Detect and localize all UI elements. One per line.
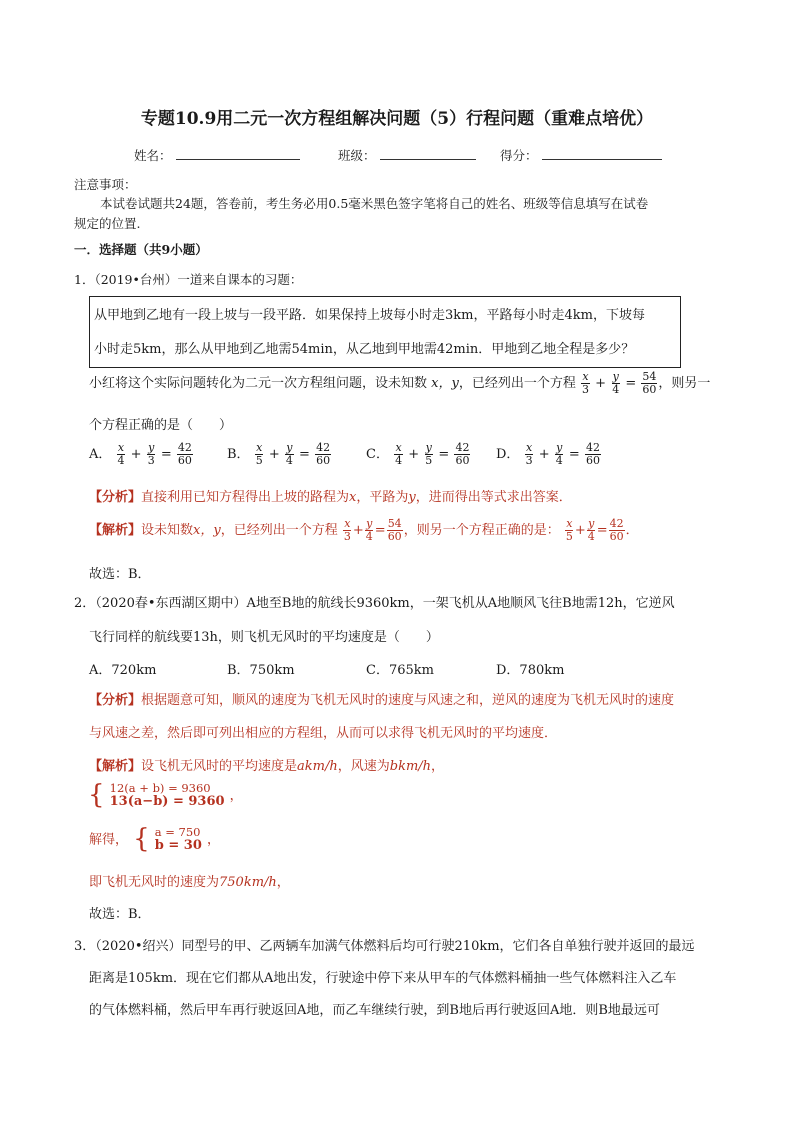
solve-label: 解得， (89, 832, 129, 848)
frac-54-60: $\frac{54}{60}$ (642, 370, 657, 396)
q1-stem-line-2: 个方程正确的是（ ） (89, 418, 233, 433)
q2-sol-b: b = 30 (154, 838, 202, 853)
notice-heading: 注意事项： (74, 177, 137, 192)
solution-tag: 【解析】 (89, 523, 142, 538)
name-field-row (134, 146, 300, 164)
q1-stem-text-b: ，已经列出一个方程 (458, 376, 576, 391)
q3-line-1: 3．（2020•绍兴）同型号的甲、乙两辆车加满气体燃料后均可行驶210km，它们各自单独行驶并返回的最远 (74, 939, 695, 954)
score-blank[interactable] (542, 146, 662, 160)
q3-line-3: 的气体燃料桶，然后甲车再行驶返回A地，而乙车继续行驶，到B地后再行驶返回A地．则B地最远可 (89, 1003, 660, 1018)
q1-source: 1．（2019•台州）一道来自课本的习题： (74, 272, 303, 287)
q2-stem-line-2: 飞行同样的航线要13h，则飞机无风时的平均速度是（ ） (89, 630, 439, 645)
q1-box-line-1: 从甲地到乙地有一段上坡与一段平路．如果保持上坡每小时走3km，平路每小时走4km，下坡每 (94, 308, 645, 323)
q1-stem-vars: x，y (431, 376, 459, 391)
class-label: 班级： (338, 148, 376, 163)
q2-solution: 【解析】设飞机无风时的平均速度是akm/h，风速为bkm/h， (89, 759, 445, 774)
q2-solved-values: 解得， { a = 750 b = 30 ， (89, 824, 220, 854)
score-field-row (500, 146, 662, 164)
q2-eq-1: 12(a + b) = 9360 (109, 781, 211, 795)
q2-eq-2: 13(a−b) = 9360 (109, 794, 225, 809)
left-brace-icon: { (133, 824, 150, 854)
section-heading: 一．选择题（共9小题） (74, 242, 208, 257)
plus-sign: + (595, 376, 607, 391)
left-brace-icon: { (88, 780, 105, 810)
notice-line-1: 本试卷试题共24题，答卷前，考生务必用0.5毫米黑色签字笔将自己的姓名、班级等信息填写在试卷 (100, 196, 649, 211)
q2-option-c[interactable]: C．765km (366, 663, 434, 678)
score-label: 得分： (500, 148, 538, 163)
q1-stem-line-1 (89, 371, 710, 396)
class-blank[interactable] (380, 146, 476, 160)
q2-option-b[interactable]: B．750km (227, 663, 295, 678)
class-field-row (338, 146, 476, 164)
equals-sign: = (625, 376, 637, 391)
q1-option-c[interactable]: C． $\frac{x}{4}$ + $\frac{y}{5}$ = $\frac{42}{60}$ (366, 441, 470, 467)
q2-option-a[interactable]: A．720km (89, 663, 157, 678)
q2-analysis-line-1: 【分析】根据题意可知，顺风的速度为飞机无风时的速度与风速之和，逆风的速度为飞机无风时的速度 (89, 693, 675, 708)
name-label: 姓名： (134, 148, 172, 163)
q2-stem-line-1: 2．（2020春•东西湖区期中）A地至B地的航线长9360km，一架飞机从A地顺风飞往B地需12h，它逆风 (74, 596, 675, 611)
q2-analysis-line-2: 与风速之差，然后即可列出相应的方程组，从而可以求得飞机无风时的平均速度． (89, 726, 558, 741)
frac-x-3: $\frac{x}{3}$ (582, 370, 589, 396)
q2-sol-a: a = 750 (154, 825, 201, 839)
analysis-tag: 【分析】 (89, 490, 142, 505)
notice-line-2: 规定的位置. (74, 216, 141, 231)
q1-analysis: 【分析】直接利用已知方程得出上坡的路程为x，平路为y，进而得出等式求出答案． (89, 490, 572, 505)
q1-option-d[interactable]: D． $\frac{x}{3}$ + $\frac{y}{4}$ = $\frac{42}{60}$ (496, 441, 600, 467)
q2-answer: 故选：B． (89, 907, 151, 922)
q2-equation-system: { 12(a + b) = 9360 13(a−b) = 9360 ， (88, 780, 243, 810)
q3-line-2: 距离是105km．现在它们都从A地出发，行驶途中停下来从甲车的气体燃料桶抽一些气体燃料注入乙车 (89, 971, 677, 986)
frac-y-4: $\frac{y}{4}$ (612, 370, 620, 396)
q1-option-a[interactable]: A． $\frac{x}{4}$ + $\frac{y}{3}$ = $\frac{42}{60}$ (89, 441, 192, 467)
q1-stem-text: 小红将这个实际问题转化为二元一次方程组问题，设未知数 (89, 376, 428, 391)
q1-box-line-2: 小时走5km，那么从甲地到乙地需54min，从乙地到甲地需42min．甲地到乙地全程是多少？ (94, 342, 635, 357)
q2-option-d[interactable]: D．780km (496, 663, 565, 678)
q1-stem-text-c: ，则另一 (658, 376, 711, 391)
page-title: 专题10.9用二元一次方程组解决问题（5）行程问题（重难点培优） (140, 109, 654, 129)
q2-conclusion: 即飞机无风时的速度为750km/h， (89, 875, 290, 890)
q1-solution: 【解析】设未知数x，y，已经列出一个方程 $\frac{x}{3}$ + $\frac{y}{4}$ = $\frac{54}{60}$ ，则另一个方程正确的是： $\frac{x}{5}$ + $\frac{y}{4}$ = $\frac{42}{60}$ ． (89, 517, 639, 543)
q1-option-b[interactable]: B． $\frac{x}{5}$ + $\frac{y}{4}$ = $\frac{42}{60}$ (227, 441, 331, 467)
name-blank[interactable] (176, 146, 300, 160)
q1-answer: 故选：B． (89, 567, 151, 582)
